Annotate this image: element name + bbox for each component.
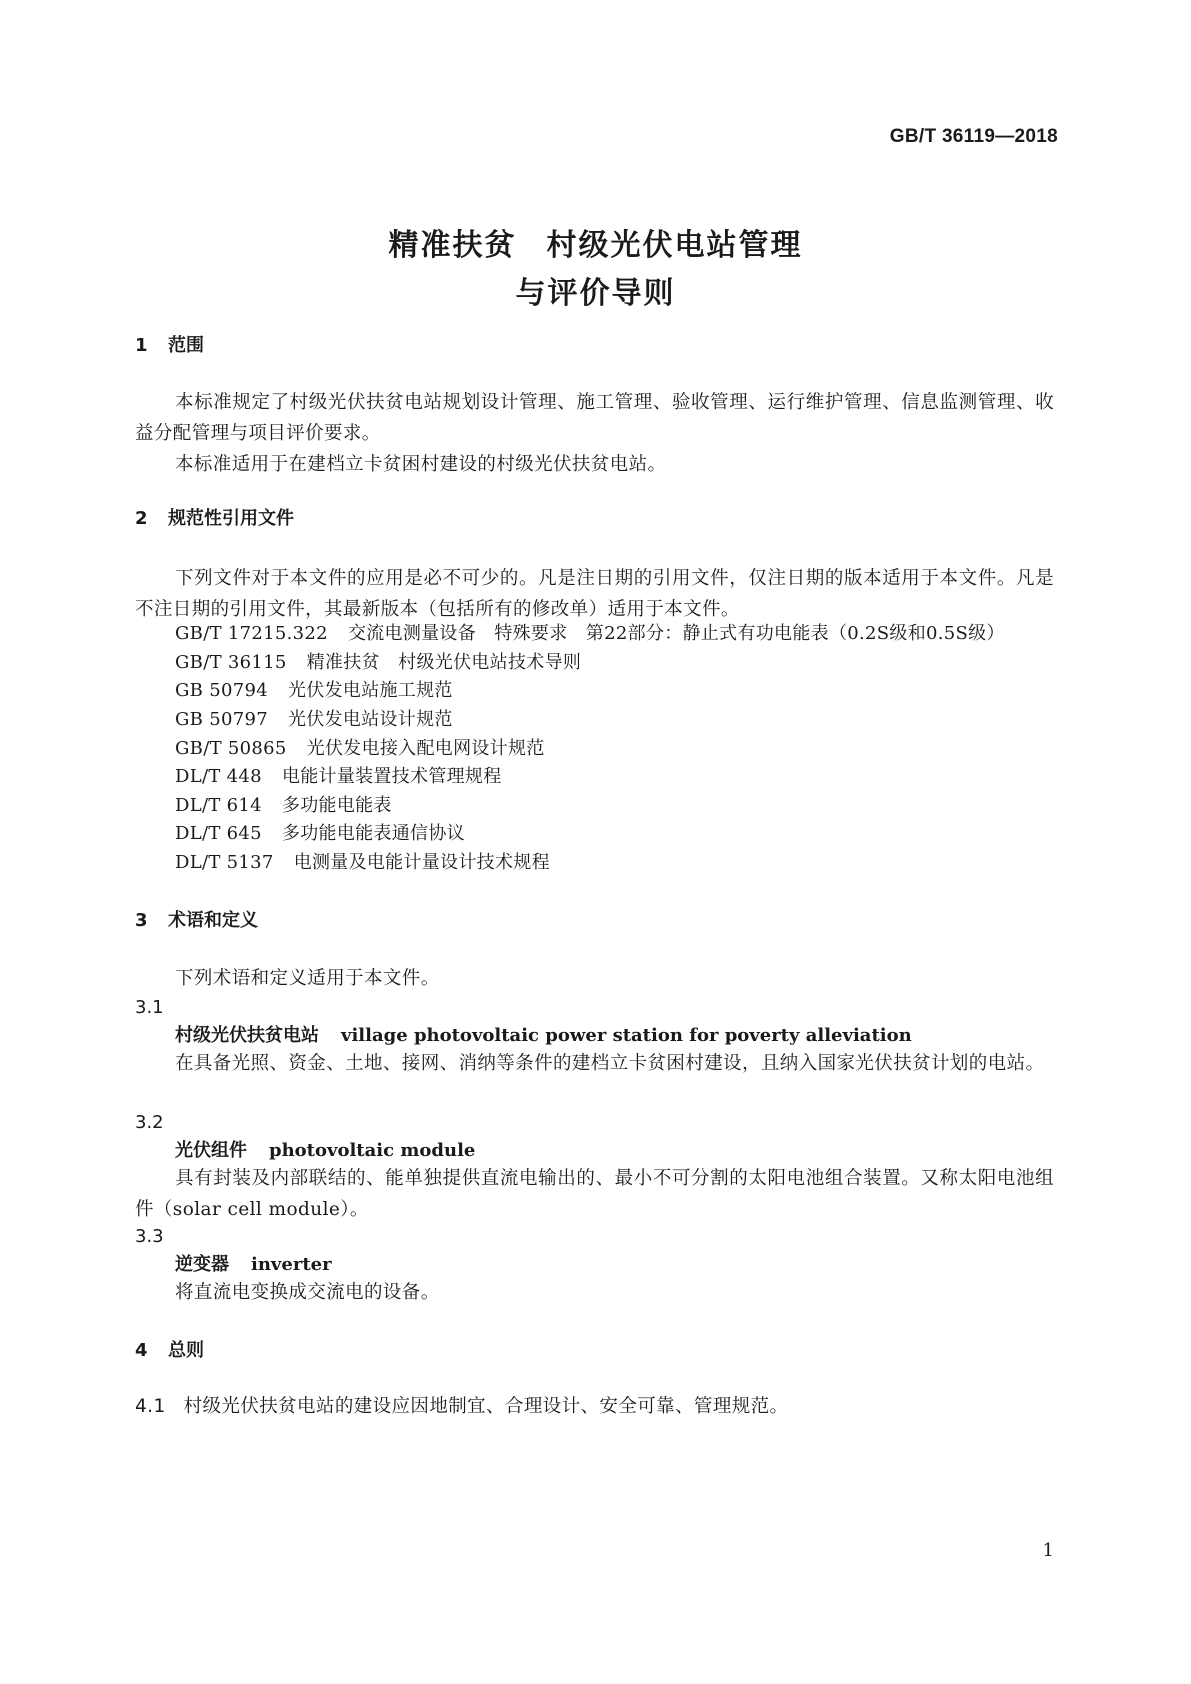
reference-item <box>175 851 550 875</box>
reference-code: GB/T 17215.322 <box>175 623 328 644</box>
term-number: 3.1 <box>135 997 164 1018</box>
section-3-intro: 下列术语和定义适用于本文件。 <box>175 968 440 989</box>
reference-item <box>175 765 502 789</box>
title-line-1-part-1: 精准扶贫 <box>388 228 517 263</box>
term-number: 3.2 <box>135 1112 164 1133</box>
section-2-heading <box>135 507 294 531</box>
standard-code: GB/T 36119—2018 <box>889 126 1058 147</box>
reference-item <box>175 651 581 675</box>
clause-number: 4.1 <box>135 1396 166 1417</box>
term-name-zh: 村级光伏扶贫电站 <box>175 1025 319 1046</box>
term-name-en: inverter <box>251 1254 332 1275</box>
reference-code: DL/T 614 <box>175 795 262 816</box>
term-name <box>175 1024 912 1048</box>
reference-title: 电能计量装置技术管理规程 <box>281 766 502 787</box>
reference-title: 多功能电能表 <box>281 795 392 816</box>
section-title: 规范性引用文件 <box>168 508 294 529</box>
term-name-en: photovoltaic module <box>269 1140 476 1161</box>
section-number: 3 <box>135 910 148 931</box>
section-4-heading <box>135 1339 204 1363</box>
page-number: 1 <box>1042 1540 1054 1561</box>
section-3-heading <box>135 909 258 933</box>
reference-code: GB 50797 <box>175 709 268 730</box>
section-title: 范围 <box>168 335 204 356</box>
reference-title: 光伏发电站施工规范 <box>288 680 453 701</box>
reference-title: 精准扶贫 村级光伏电站技术导则 <box>306 652 582 673</box>
title-line-1-part-2: 村级光伏电站管理 <box>546 228 803 263</box>
reference-title: 电测量及电能计量设计技术规程 <box>293 852 550 873</box>
title-line-1 <box>0 222 1191 270</box>
section-1-paragraph-2: 本标准适用于在建档立卡贫困村建设的村级光伏扶贫电站。 <box>175 454 667 475</box>
section-2-intro: 下列文件对于本文件的应用是必不可少的。凡是注日期的引用文件，仅注日期的版本适用于本文件。凡是不注日期的引用文件，其最新版本（包括所有的修改单）适用于本文件。 <box>135 568 1054 620</box>
reference-item <box>175 622 1005 646</box>
reference-item <box>175 822 465 846</box>
term-name-en: village photovoltaic power station for poverty alleviation <box>341 1025 912 1046</box>
document-title <box>0 222 1191 318</box>
section-number: 1 <box>135 335 148 356</box>
clause-4-1 <box>135 1395 788 1419</box>
reference-code: DL/T 645 <box>175 823 262 844</box>
reference-item <box>175 794 392 818</box>
section-1-paragraph-1: 本标准规定了村级光伏扶贫电站规划设计管理、施工管理、验收管理、运行维护管理、信息监测管理、收益分配管理与项目评价要求。 <box>135 392 1054 444</box>
reference-title: 光伏发电接入配电网设计规范 <box>306 738 545 759</box>
title-line-2: 与评价导则 <box>515 276 676 311</box>
reference-code: GB/T 50865 <box>175 738 287 759</box>
reference-code: DL/T 5137 <box>175 852 274 873</box>
term-definition: 具有封装及内部联结的、能单独提供直流电输出的、最小不可分割的太阳电池组合装置。又称太阳电池组件（solar cell module）。 <box>135 1168 1054 1220</box>
reference-code: GB 50794 <box>175 680 268 701</box>
term-definition: 在具备光照、资金、土地、接网、消纳等条件的建档立卡贫困村建设，且纳入国家光伏扶贫计划的电站。 <box>175 1053 1045 1074</box>
section-number: 2 <box>135 508 148 529</box>
reference-code: DL/T 448 <box>175 766 262 787</box>
term-name-zh: 光伏组件 <box>175 1140 247 1161</box>
clause-text: 村级光伏扶贫电站的建设应因地制宜、合理设计、安全可靠、管理规范。 <box>183 1396 789 1417</box>
term-definition: 将直流电变换成交流电的设备。 <box>175 1282 440 1303</box>
term-name <box>175 1253 332 1277</box>
term-number: 3.3 <box>135 1226 164 1247</box>
reference-title: 光伏发电站设计规范 <box>288 709 453 730</box>
reference-code: GB/T 36115 <box>175 652 287 673</box>
section-number: 4 <box>135 1340 148 1361</box>
reference-title: 多功能电能表通信协议 <box>281 823 465 844</box>
section-title: 总则 <box>168 1340 204 1361</box>
reference-item <box>175 708 453 732</box>
section-1-heading <box>135 334 204 358</box>
reference-item <box>175 679 453 703</box>
reference-title: 交流电测量设备 特殊要求 第22部分：静止式有功电能表（0.2S级和0.5S级） <box>347 623 1005 644</box>
term-name <box>175 1139 475 1163</box>
reference-item <box>175 737 545 761</box>
term-name-zh: 逆变器 <box>175 1254 229 1275</box>
section-title: 术语和定义 <box>168 910 258 931</box>
